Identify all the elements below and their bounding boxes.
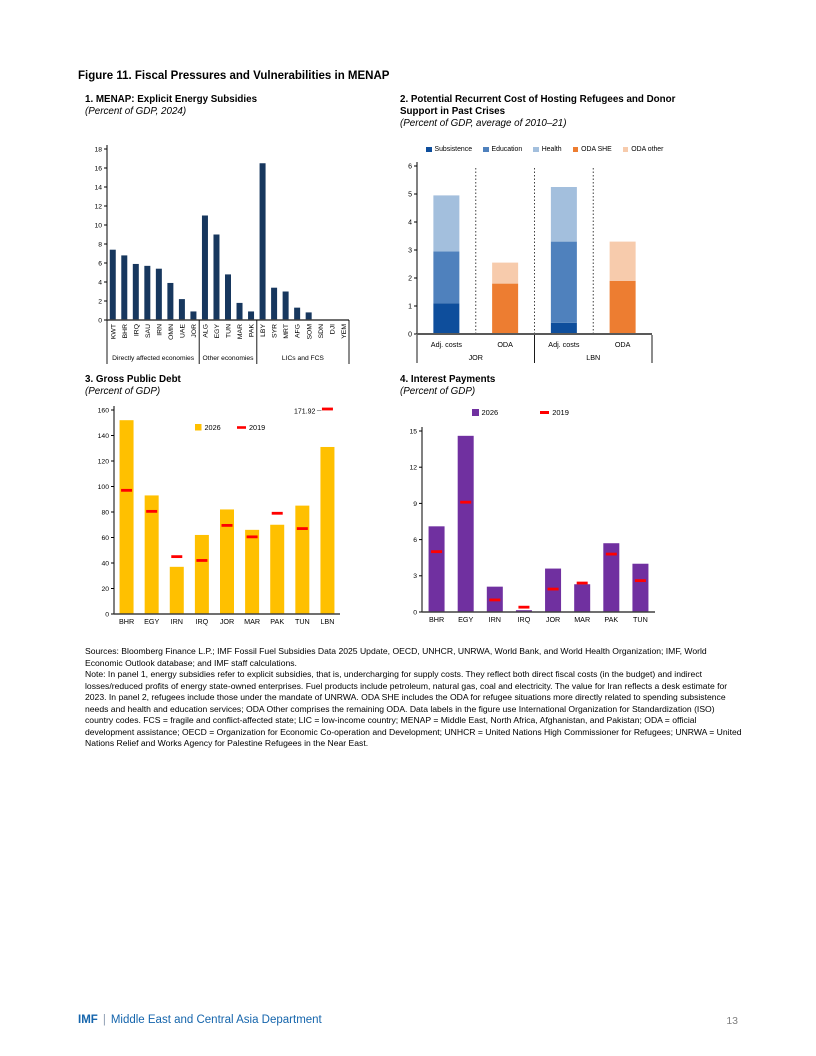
bar-LBN <box>320 447 334 614</box>
segment-JOR-ODA-SHE <box>492 284 518 334</box>
y-tick-label: 2 <box>98 298 102 306</box>
legend-label: Health <box>541 146 562 154</box>
x-label-OMN: OMN <box>168 323 175 340</box>
bar-KWT <box>110 250 116 320</box>
y-tick-label: 4 <box>98 279 102 287</box>
bar-IRN <box>156 269 162 320</box>
legend-item-subsistence <box>426 146 472 153</box>
y-tick-label: 3 <box>408 247 412 255</box>
y-tick-label: 1 <box>408 303 412 311</box>
bar-label-LBN-2: Adj. costs <box>548 340 580 350</box>
panel-energy-subsidies <box>85 94 385 374</box>
panel-interest-payments <box>400 374 700 626</box>
x-label-PAK: PAK <box>604 614 619 624</box>
marker-PAK <box>606 553 617 556</box>
y-tick-label: 5 <box>408 191 412 199</box>
x-label-MAR: MAR <box>237 323 245 340</box>
y-tick-label: 9 <box>413 500 417 508</box>
x-label-JOR: JOR <box>219 616 235 626</box>
y-tick-label: 0 <box>98 317 102 325</box>
y-tick-label: 6 <box>408 163 412 171</box>
segment-JOR-Education <box>433 252 459 304</box>
group-label: LICs and FCS <box>281 354 324 362</box>
bar-ALG <box>202 215 208 320</box>
y-tick-label: 16 <box>94 165 102 173</box>
x-label-BHR: BHR <box>428 614 445 624</box>
legend-swatch <box>472 409 479 416</box>
panel4-subtitle: (Percent of GDP) <box>400 386 476 398</box>
x-label-EGY: EGY <box>458 614 474 624</box>
marker-MAR <box>577 582 588 585</box>
legend-swatch <box>540 411 549 414</box>
bar-PAK <box>270 525 284 614</box>
y-tick-label: 60 <box>101 534 109 542</box>
legend-swatch <box>623 147 629 153</box>
marker-PAK <box>272 512 283 515</box>
x-label-AFG: AFG <box>294 323 302 338</box>
legend-item-education <box>483 146 522 153</box>
legend-swatch <box>483 147 489 153</box>
marker-TUN <box>635 579 646 582</box>
panel2-legend <box>426 146 705 153</box>
y-tick-label: 8 <box>98 241 102 249</box>
legend-swatch-2019 <box>237 426 246 429</box>
y-tick-label: 140 <box>97 432 109 440</box>
bar-OMN <box>167 283 173 320</box>
y-tick-label: 120 <box>97 458 109 466</box>
bar-SYR <box>271 288 277 320</box>
chart3-svg <box>85 402 377 634</box>
segment-LBN-ODA-SHE <box>610 281 636 334</box>
x-label-BHR: BHR <box>121 323 129 339</box>
bar-label-JOR-0: Adj. costs <box>430 340 462 350</box>
bar-label-JOR-1: ODA <box>497 340 513 350</box>
chart2-svg <box>400 157 670 369</box>
chart1-svg <box>85 144 363 374</box>
legend-swatch <box>573 147 579 153</box>
y-tick-label: 0 <box>408 331 412 339</box>
legend-swatch-2026 <box>195 424 202 431</box>
x-label-YEM: YEM <box>340 323 348 339</box>
x-label-LBN: LBN <box>320 616 335 626</box>
legend-label: 2019 <box>552 407 569 417</box>
bar-BHR <box>429 526 445 612</box>
chart4-svg <box>400 419 692 626</box>
bar-TUN <box>225 274 231 320</box>
x-label-TUN: TUN <box>225 323 233 338</box>
y-tick-label: 3 <box>413 573 417 581</box>
legend-label: 2026 <box>481 407 499 417</box>
legend-item-health <box>533 146 561 153</box>
x-label-IRN: IRN <box>488 614 502 624</box>
segment-JOR-ODA-other <box>492 263 518 284</box>
bar-PAK <box>248 311 254 320</box>
x-label-MAR: MAR <box>574 614 591 624</box>
y-tick-label: 15 <box>409 428 417 436</box>
y-tick-label: 12 <box>94 203 102 211</box>
footer-separator: | <box>102 1014 106 1026</box>
y-tick-label: 0 <box>413 609 417 617</box>
panel3-title: 3. Gross Public Debt <box>85 374 181 385</box>
segment-JOR-Subsistence <box>433 303 459 334</box>
legend-label-2019: 2019 <box>249 422 266 432</box>
x-label-UAE: UAE <box>179 323 187 338</box>
y-tick-label: 4 <box>408 219 412 227</box>
x-label-JOR: JOR <box>191 323 198 338</box>
x-label-KWT: KWT <box>110 323 118 340</box>
y-tick-label: 18 <box>94 146 102 154</box>
panel-gross-public-debt <box>85 374 385 634</box>
x-label-MRT: MRT <box>283 323 291 339</box>
figure-notes <box>85 646 743 750</box>
panel1-subtitle: (Percent of GDP, 2024) <box>85 106 187 118</box>
x-label-SOM: SOM <box>306 323 314 340</box>
page-number: 13 <box>726 1015 738 1027</box>
panel-refugee-costs <box>400 94 705 369</box>
bar-JOR <box>190 311 196 320</box>
y-tick-label: 14 <box>94 184 102 192</box>
x-label-TUN: TUN <box>294 616 310 626</box>
bar-SAU <box>144 266 150 320</box>
marker-EGY <box>146 510 157 513</box>
segment-LBN-Health <box>551 187 577 242</box>
figure-title: Figure 11. Fiscal Pressures and Vulnerabilities in MENAP <box>78 70 390 82</box>
x-label-IRN: IRN <box>170 616 183 626</box>
panel3-subtitle: (Percent of GDP) <box>85 386 161 398</box>
bar-LBY <box>260 163 266 320</box>
note-text: Note: In panel 1, energy subsidies refer to explicit subsidies, that is, undercharging for supply costs. They reflect both direct fiscal costs (in the budget) and indirect losses/reduced profits of energy state-owned enterprises. Fuel products include petroleum, natural gas, coal and electricity. The value for Iran reflects a desk estimate for 2023. In panel 2, refugees include those under the mandate of UNRWA. ODA SHE includes the ODA for refugee situations more directly related to spending subsistence needs and health and education services; ODA Other comprises the remaining ODA. Data labels in the figure use International Organization for Standardization (ISO) country codes. FCS = fragile and conflict-affected state; LIC = low-income country; MENAP = Middle East, North Africa, Afghanistan, and Pakistan; ODA = official development assistance; OECD = Organization for Economic Co-operation and Development; UNHCR = United Nations High Commissioner for Refugees; UNRWA = United Nations Relief and Works Agency for Palestine Refugees in the Near East. <box>85 669 742 749</box>
y-tick-label: 20 <box>101 585 109 593</box>
bar-MAR <box>237 303 243 320</box>
y-tick-label: 160 <box>97 407 109 415</box>
x-label-EGY: EGY <box>214 323 222 339</box>
bar-EGY <box>458 436 474 612</box>
imf-logo-text: IMF <box>78 1014 98 1026</box>
x-label-SDN: SDN <box>317 323 325 339</box>
bar-UAE <box>179 299 185 320</box>
marker-JOR <box>548 588 559 591</box>
x-label-BHR: BHR <box>118 616 135 626</box>
legend-label: ODA SHE <box>581 146 612 154</box>
legend-swatch <box>426 147 432 153</box>
segment-LBN-Education <box>551 242 577 323</box>
x-label-IRN: IRN <box>156 323 164 336</box>
marker-BHR <box>121 489 132 492</box>
bar-AFG <box>294 308 300 320</box>
marker-IRQ <box>196 559 207 562</box>
marker-EGY <box>460 501 471 504</box>
x-label-IRQ: IRQ <box>195 616 209 626</box>
legend-label: ODA other <box>631 146 664 154</box>
group-label: Other economies <box>202 354 254 362</box>
x-label-MAR: MAR <box>244 616 261 626</box>
y-tick-label: 10 <box>94 222 102 230</box>
legend-item-oda-she <box>573 146 612 153</box>
bar-BHR <box>121 255 127 320</box>
bar-EGY <box>145 495 159 614</box>
segment-JOR-Health <box>433 196 459 252</box>
panel4-legend <box>472 408 700 417</box>
legend-swatch <box>533 147 539 153</box>
bar-TUN <box>295 506 309 614</box>
annotation-label: 171.92 <box>294 408 316 416</box>
bar-EGY <box>213 234 219 320</box>
x-label-JOR: JOR <box>545 614 561 624</box>
bar-MAR <box>574 584 590 612</box>
marker-TUN <box>297 527 308 530</box>
bar-BHR <box>120 420 134 614</box>
group-label: Directly affected economies <box>112 354 195 362</box>
y-tick-label: 80 <box>101 509 109 517</box>
panel2-subtitle: (Percent of GDP, average of 2010–21) <box>400 118 567 130</box>
legend-item-2019 <box>540 408 569 417</box>
legend-label: Education <box>491 146 523 154</box>
bar-TUN <box>632 564 648 612</box>
x-label-SAU: SAU <box>144 323 152 338</box>
y-tick-label: 0 <box>105 611 109 619</box>
legend-label-2026: 2026 <box>204 422 221 432</box>
marker-JOR <box>222 524 233 527</box>
x-label-ALG: ALG <box>202 323 210 338</box>
legend-label: Subsistence <box>434 146 473 154</box>
footer-department: Middle East and Central Asia Department <box>110 1014 322 1026</box>
y-tick-label: 100 <box>97 483 109 491</box>
bar-SOM <box>306 312 312 320</box>
marker-BHR <box>431 550 442 553</box>
legend-item-oda-other <box>623 146 664 153</box>
marker-MAR <box>247 535 258 538</box>
x-label-PAK: PAK <box>270 616 285 626</box>
group-label-LBN: LBN <box>586 353 601 363</box>
x-label-SYR: SYR <box>271 323 279 338</box>
x-label-IRQ: IRQ <box>517 614 531 624</box>
x-label-LBY: LBY <box>260 323 268 337</box>
segment-LBN-Subsistence <box>551 323 577 334</box>
x-label-EGY: EGY <box>144 616 160 626</box>
page-footer <box>78 1014 322 1026</box>
panel4-title: 4. Interest Payments <box>400 374 496 385</box>
y-tick-label: 2 <box>408 275 412 283</box>
bar-IRQ <box>133 264 139 320</box>
bar-label-LBN-3: ODA <box>614 340 631 350</box>
y-tick-label: 40 <box>101 560 109 568</box>
panel1-title: 1. MENAP: Explicit Energy Subsidies <box>85 94 258 105</box>
legend-item-2026 <box>472 408 498 417</box>
x-label-PAK: PAK <box>248 323 256 338</box>
panel2-title: 2. Potential Recurrent Cost of Hosting Refugees and Donor Support in Past Crises <box>400 94 676 118</box>
bar-MRT <box>283 291 289 320</box>
bar-IRN <box>170 567 184 614</box>
segment-LBN-ODA-other <box>610 242 636 281</box>
marker-IRN <box>171 555 182 558</box>
bar-MAR <box>245 530 259 614</box>
y-tick-label: 6 <box>413 536 417 544</box>
y-tick-label: 12 <box>409 464 417 472</box>
marker-IRN <box>489 599 500 602</box>
bar-IRQ <box>195 535 209 614</box>
x-label-TUN: TUN <box>633 614 648 624</box>
x-label-IRQ: IRQ <box>133 323 141 337</box>
sources-text: Sources: Bloomberg Finance L.P.; IMF Fossil Fuel Subsidies Data 2025 Update, OECD, UNHCR, UNRWA, World Bank, and World Health Organization; IMF, World Economic Outlook database; and IMF staff calculations. <box>85 646 707 668</box>
marker-IRQ <box>518 606 529 609</box>
marker-LBN <box>322 408 333 411</box>
x-label-DJI: DJI <box>329 323 337 335</box>
y-tick-label: 6 <box>98 260 102 268</box>
group-label-JOR: JOR <box>468 353 483 363</box>
